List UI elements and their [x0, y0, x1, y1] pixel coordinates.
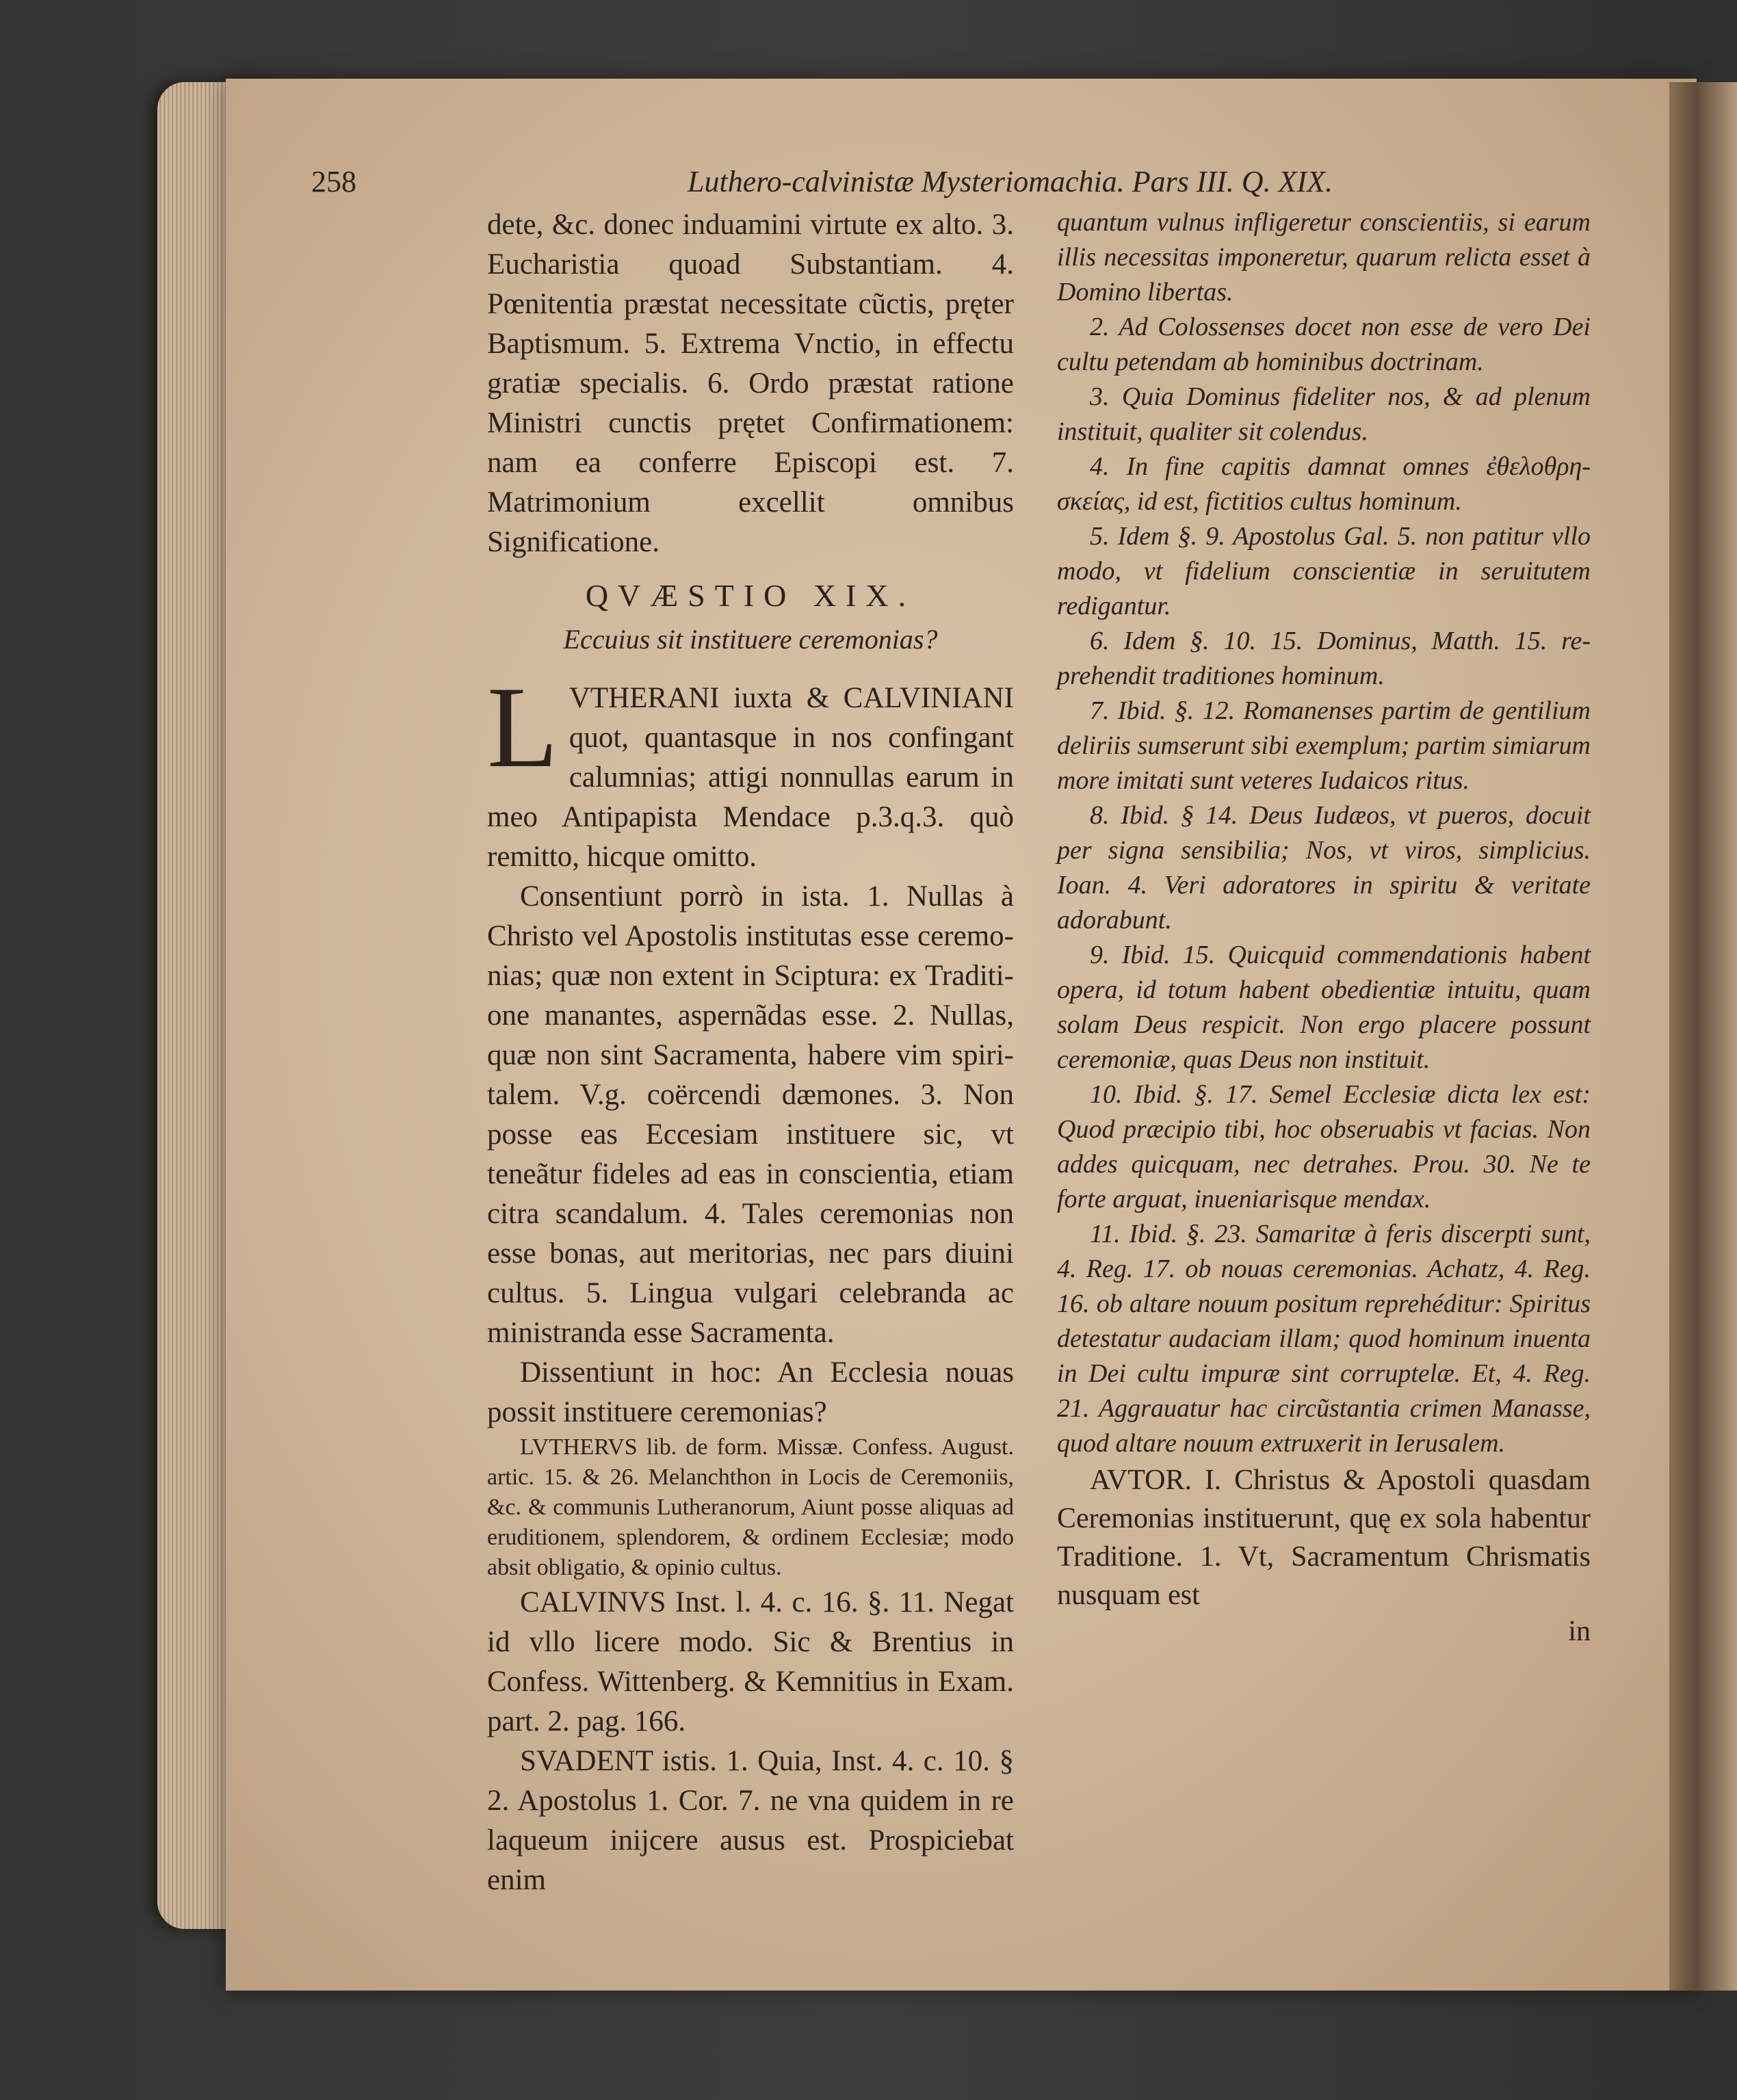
paragraph-r7: 8. Ibid. § 14. Deus Iudæos, vt pueros, docuit per signa sensibilia; Nos, vt viros, simplicius. Ioan. 4. Veri adoratores in spiritu & veritate adorabunt. — [1057, 801, 1591, 934]
running-title: Luthero-calvinistæ Mysteriomachia. Pars III. Q. XIX. — [688, 165, 1333, 198]
paragraph-r6: 7. Ibid. §. 12. Romanenses partim de gentilium deliriis sumserunt sibi exemplum; partim simiarum more imitati sunt veteres Iudaicos ritus. — [1057, 696, 1591, 795]
question-title: QVÆSTIO XIX. — [585, 578, 916, 613]
paragraph-lutherus: LVTHERVS lib. de form. Missæ. Confess. August. artic. 15. & 26. Melanchthon in Locis de Ceremoniis, &c. & communis Lutheranorum, Aiunt posse aliquas ad eruditionem, splendorem, & ordinem Ecclesiæ; modo absit obligatio, & opinio cultus. — [487, 1434, 1014, 1580]
paragraph-r9: 10. Ibid. §. 17. Semel Ecclesiæ dicta lex est: Quod præcipio tibi, hoc obseruabis vt facias. Non addes quicquam, nec detrahes. Prou. 30. Ne te forte arguat, inueniarisque mendax. — [1057, 1080, 1591, 1213]
paragraph-r0: quantum vulnus infligeretur conscientiis, si earum illis necessitas imponeretur, quarum relicta esset à Domino libertas. — [1057, 208, 1591, 306]
paragraph-sacraments: dete, &c. donec induamini virtute ex alto. 3. Eucharistia quoad Substantiam. 4. Pœnitentia præstat necessitate cũctis, pręter Baptismum. 5. Extrema Vnctio, in effectu gratiæ specialis. 6. Ordo præstat ratione Ministri cunctis prętet Confirmationem: nam ea conferre Episcopi est. 7. Matrimonium excellit omnibus Significatione. — [487, 209, 1014, 558]
right-column — [1057, 205, 1591, 1649]
facing-page-gutter — [1669, 82, 1737, 1991]
paragraph-r8: 9. Ibid. 15. Quicquid commendationis habent opera, id totum habent obedientiæ intuitu, quam solam Deus respicit. Non ergo placere possunt ceremoniæ, quas Deus non instituit. — [1057, 941, 1591, 1074]
paragraph-r2: 3. Quia Dominus fideliter nos, & ad plenum instituit, qualiter sit colendus. — [1057, 382, 1591, 446]
page-number: 258 — [311, 165, 356, 198]
paragraph-svadent: SVADENT istis. 1. Quia, Inst. 4. c. 10. § 2. Apostolus 1. Cor. 7. ne vna quidem in re laqueum inijcere ausus est. Prospiciebat enim — [487, 1745, 1014, 1896]
paragraph-r3: 4. In fine capitis damnat omnes ἐθελοθρησκείας, id est, fictitios cultus hominum. — [1057, 452, 1591, 516]
paragraph-r5: 6. Idem §. 10. 15. Dominus, Matth. 15. reprehendit traditiones hominum. — [1057, 627, 1591, 690]
paragraph-r1: 2. Ad Colossenses docet non esse de vero Dei cultu petendam ab hominibus doctrinam. — [1057, 313, 1591, 376]
paragraph-dissentiunt: Dissentiunt in hoc: An Ecclesia nouas possit instituere ceremonias? — [487, 1356, 1014, 1428]
catchword: in — [1568, 1616, 1591, 1647]
paragraph-autor: AVTOR. I. Christus & Apostoli quasdam Ceremonias instituerunt, quę ex sola habentur Traditione. 1. Vt, Sacramentum Chrismatis nusquam est — [1057, 1465, 1591, 1611]
paragraph-lutherani: VTHERANI iuxta & CALVINIANI quot, quantasque in nos confingant calumnias; attigi nonnullas earum in meo Antipapista Mendace p.3.q.3. quò remitto, hicque omitto. — [487, 682, 1014, 873]
paragraph-r10: 11. Ibid. §. 23. Samaritæ à feris discerpti sunt, 4. Reg. 17. ob nouas ceremonias. Achatz, 4. Reg. 16. ob altare nouum positum reprehéditur: Spiritus detestatur audaciam illam; quod hominum inuenta in Dei cultu impuræ sint corruptelæ. Et, 4. Reg. 21. Aggrauatur hac circũstantia crimen Manasse, quod altare nouum extruxerit in Ierusalem. — [1057, 1220, 1591, 1458]
left-column — [487, 205, 1014, 1900]
paragraph-calvinus: CALVINVS Inst. l. 4. c. 16. §. 11. Negat id vllo licere modo. Sic & Brentius in Confess. Wittenberg. & Kemnitius in Exam. part. 2. pag. 166. — [487, 1586, 1014, 1737]
question-subtitle: Eccuius sit instituere ceremonias? — [563, 624, 938, 655]
drop-cap: L — [487, 663, 558, 791]
paragraph-r4: 5. Idem §. 9. Apostolus Gal. 5. non patitur vllo modo, vt fidelium conscientiæ in seruitutem redigantur. — [1057, 522, 1591, 620]
paragraph-consentiunt: Consentiunt porrò in ista. 1. Nullas à Christo vel Apostolis institutas esse ceremonias; quæ non extent in Sciptura: ex Traditione manantes, aspernãdas esse. 2. Nullas, quæ non sint Sacramenta, habere vim spiritalem. V.g. coërcendi dæmones. 3. Non posse eas Eccesiam instituere sic, vt teneãtur fideles ad eas in conscientia, etiam citra scandalum. 4. Tales ceremonias non esse bonas, aut meritorias, nec pars diuini cultus. 5. Lingua vulgari celebranda ac ministranda esse Sacramenta. — [487, 880, 1014, 1349]
opening-paragraph — [487, 663, 1014, 877]
running-header — [311, 164, 1440, 205]
